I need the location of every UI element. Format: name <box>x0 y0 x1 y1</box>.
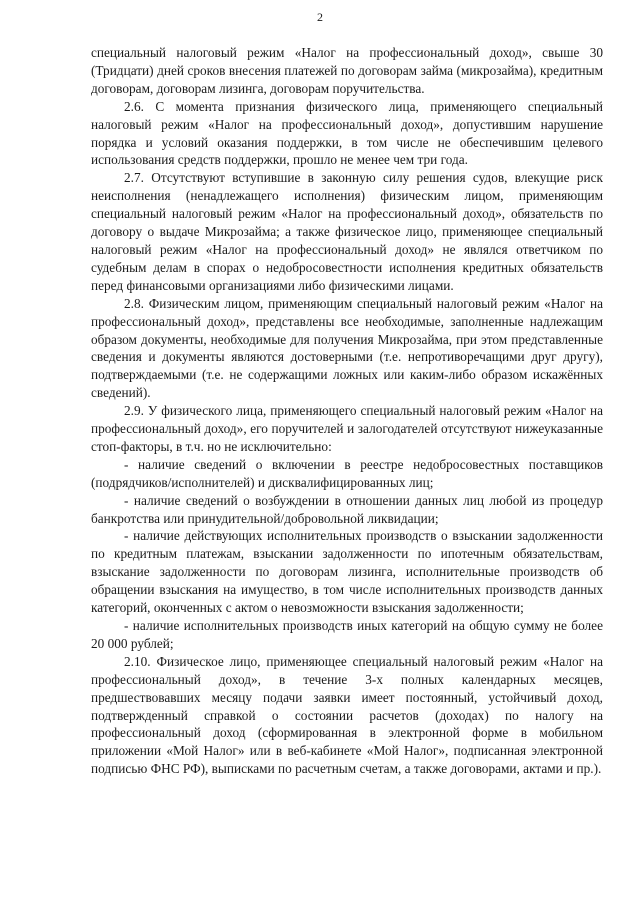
document-body <box>91 44 603 778</box>
list-item: - наличие исполнительных производств иных категорий на общую сумму не более 20 000 рублей; <box>91 618 603 651</box>
paragraph-2-10: 2.10. Физическое лицо, применяющее специальный налоговый режим «Налог на профессиональный доход», в течение 3-х полных календарных месяцев, предшествовавших месяцу подачи заявки имеет постоянный, устойчивый доход, подтвержденный справкой о состоянии расчетов (доходах) по налогу на профессиональный доход (сформированная в электронной форме в мобильном приложении «Мой Налог» или в веб-кабинете «Мой Налог», подписанная электронной подписью ФНС РФ), выписками по расчетным счетам, а также договорами, актами и пр.). <box>91 653 603 777</box>
list-item: - наличие действующих исполнительных производств о взыскании задолженности по кредитным платежам, взыскании задолженности по ипотечным обязательствам, взыскание задолженности по договорам лизинга, исполнительные производств об обращении взыскания на имущество, в том числе исполнительных производств данных категорий, оконченных с актом о невозможности взыскания задолженности; <box>91 528 603 616</box>
paragraph-2-8: 2.8. Физическим лицом, применяющим специальный налоговый режим «Налог на профессиональный доход», представлены все необходимые, заполненные надлежащим образом документы, необходимые для получения Микрозайма, при этом представленные сведения и документы являются достоверными (т.е. непротиворечащими друг другу), подтверждаемыми (т.е. не содержащими ложных или каким-либо образом искажённых сведений). <box>91 295 603 401</box>
paragraph-2-7: 2.7. Отсутствуют вступившие в законную силу решения судов, влекущие риск неисполнения (ненадлежащего исполнения) физическим лицом, применяющим специальный налоговый режим «Налог на профессиональный доход», обязательств по договору о выдаче Микрозайма; а также физическое лицо, применяющее специальный налоговый режим «Налог на профессиональный доход» не являлся ответчиком по судебным делам в спорах о недобросовестности исполнения кредитных обязательств перед финансовыми организациями либо физическими лицами. <box>91 170 603 293</box>
paragraph-2-9: 2.9. У физического лица, применяющего специальный налоговый режим «Налог на профессиональный доход», его поручителей и залогодателей отсутствуют нижеуказанные стоп-факторы, в т.ч. но не исключительно: <box>91 403 603 454</box>
list-item: - наличие сведений о возбуждении в отношении данных лиц любой из процедур банкротства или принудительной/добровольной ликвидации; <box>91 492 603 526</box>
paragraph-2-6: 2.6. С момента признания физического лица, применяющего специальный налоговый режим «Налог на профессиональный доход», допустившим нарушение порядка и условий оказания поддержки, в том числе не обеспечившим целевого использования средств поддержки, прошло не менее чем три года. <box>91 98 603 168</box>
page-number: 2 <box>317 10 323 24</box>
paragraph-continuation: специальный налоговый режим «Налог на профессиональный доход», свыше 30 (Тридцати) дней сроков внесения платежей по договорам займа (микрозайма), кредитным договорам, договорам лизинга, договорам поручительства. <box>91 45 603 96</box>
list-item: - наличие сведений о включении в реестре недобросовестных поставщиков (подрядчиков/исполнителей) и дисквалифицированных лиц; <box>91 456 603 490</box>
